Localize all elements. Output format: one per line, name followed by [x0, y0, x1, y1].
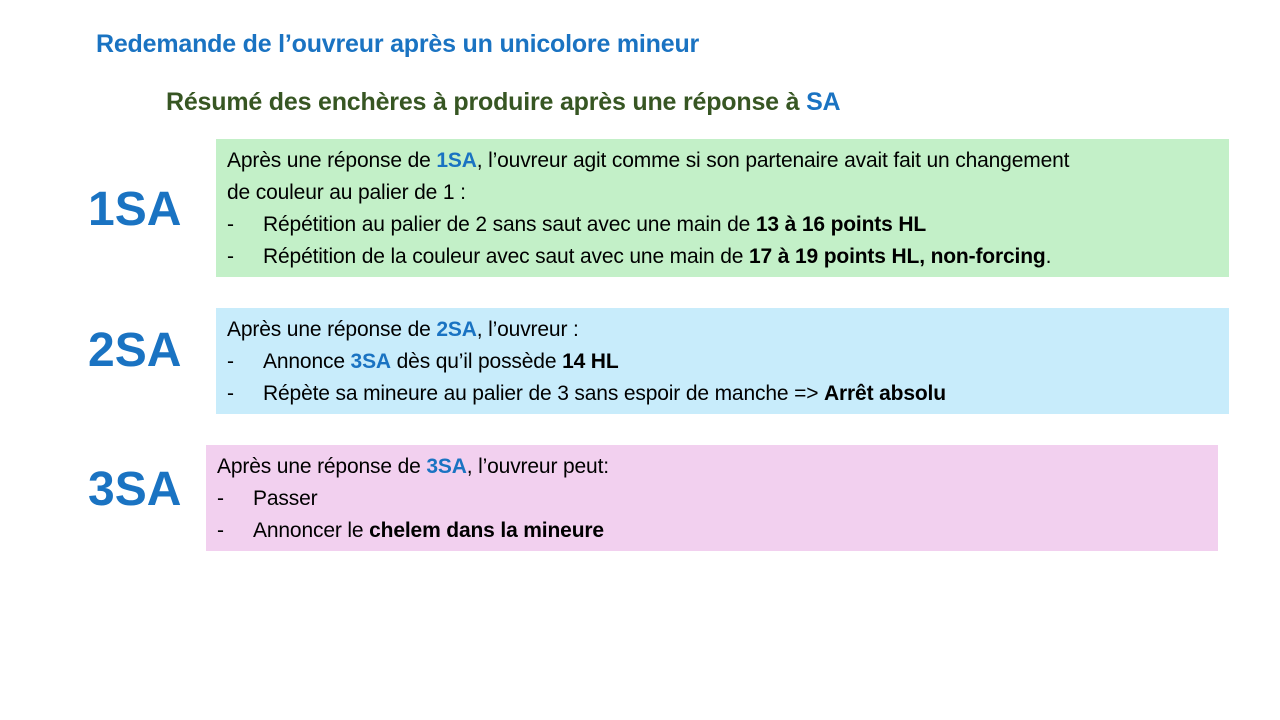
intro-text: Après une réponse de	[217, 455, 427, 478]
dash-bullet: -	[217, 519, 224, 542]
item-separator: ,	[919, 245, 931, 268]
item-bold: 14 HL	[562, 350, 619, 373]
dash-bullet: -	[227, 213, 234, 236]
box-2sa	[216, 308, 1229, 414]
intro-text: Après une réponse de	[227, 149, 437, 172]
item-bold: chelem dans la mineure	[369, 519, 604, 542]
list-item	[227, 378, 1219, 410]
intro-3sa	[217, 451, 1208, 483]
item-end: .	[1045, 245, 1052, 268]
dash-bullet: -	[227, 350, 234, 373]
item-text: Passer	[253, 487, 318, 510]
item-text: Répète sa mineure au palier de 3 sans espoir de manche =>	[263, 382, 824, 405]
box-3sa	[206, 445, 1218, 551]
item-bold: 13 à 16 points HL	[755, 213, 927, 236]
intro-1sa-line1	[227, 145, 1219, 177]
item-text: Répétition de la couleur avec saut avec une main de	[263, 245, 750, 268]
item-bold-2: non-forcing	[930, 245, 1046, 268]
subtitle-highlight: SA	[806, 88, 841, 116]
intro-highlight: 3SA	[426, 455, 467, 478]
dash-bullet: -	[217, 487, 224, 510]
list-item	[227, 209, 1219, 241]
list-item	[217, 515, 1208, 547]
item-bold: Arrêt absolu	[824, 382, 946, 405]
intro-2sa	[227, 314, 1219, 346]
list-item	[217, 483, 1208, 515]
list-item	[227, 241, 1219, 273]
slide-subtitle	[166, 88, 840, 117]
slide-title: Redemande de l’ouvreur après un unicolore mineur	[96, 30, 700, 58]
dash-bullet: -	[227, 382, 234, 405]
list-item	[227, 346, 1219, 378]
intro-highlight: 1SA	[436, 149, 477, 172]
intro-text-rest: , l’ouvreur peut:	[466, 455, 609, 478]
intro-highlight: 2SA	[436, 318, 477, 341]
intro-text: Après une réponse de	[227, 318, 437, 341]
item-text: Répétition au palier de 2 sans saut avec une main de	[263, 213, 756, 236]
intro-text-rest: , l’ouvreur :	[476, 318, 579, 341]
subtitle-text: Résumé des enchères à produire après une réponse à	[166, 88, 807, 116]
box-1sa	[216, 139, 1229, 277]
item-highlight: 3SA	[350, 350, 391, 373]
item-text: Annoncer le	[253, 519, 370, 542]
item-text: Annonce	[263, 350, 351, 373]
item-bold: 17 à 19 points HL	[749, 245, 920, 268]
label-3sa: 3SA	[88, 463, 182, 516]
dash-bullet: -	[227, 245, 234, 268]
label-2sa: 2SA	[88, 324, 182, 377]
label-1sa: 1SA	[88, 183, 182, 236]
intro-text-rest: , l’ouvreur agit comme si son partenaire avait fait un changement	[476, 149, 1070, 172]
item-text-2: dès qu’il possède	[390, 350, 563, 373]
intro-1sa-line2: de couleur au palier de 1 :	[227, 181, 466, 204]
